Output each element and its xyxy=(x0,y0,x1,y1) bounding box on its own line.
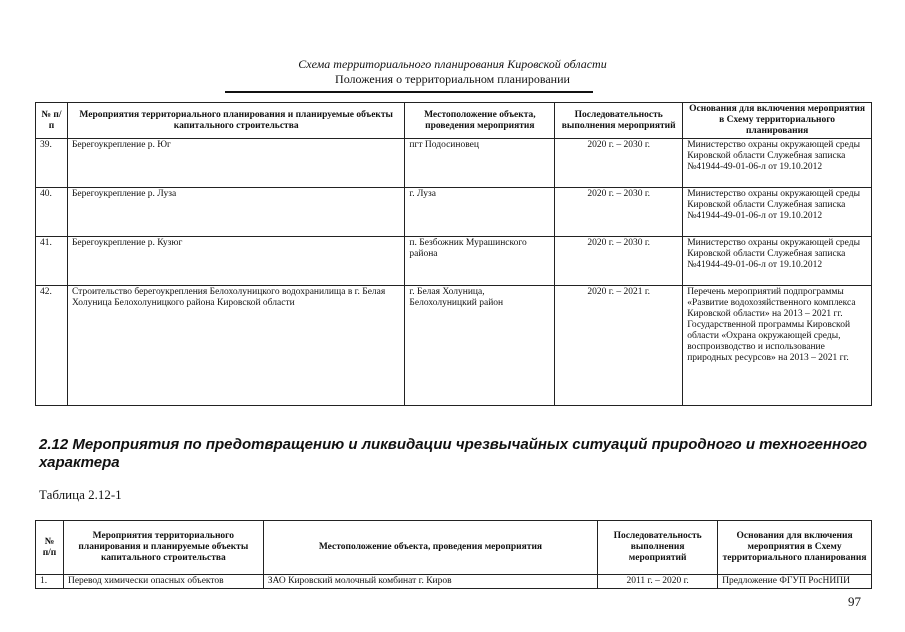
table-caption: Таблица 2.12-1 xyxy=(39,487,122,502)
header-cell-sequence: Последовательность выполнения мероприятий xyxy=(555,103,683,139)
cell-basis: Перечень мероприятий подпрограммы «Развитие водохозяйственного комплекса Кировской области» на 2013 – 2021 гг. Государственной программы Кировской области «Охрана окружающей среды, воспроизводство и использование природных ресурсов» на 2013 – 2021 гг. xyxy=(683,286,872,406)
measures-table-1 xyxy=(35,102,872,406)
page-number: 97 xyxy=(848,594,861,609)
table-row xyxy=(36,575,872,589)
cell-location: ЗАО Кировский молочный комбинат г. Киров xyxy=(263,575,597,589)
cell-num: 39. xyxy=(36,139,68,188)
cell-location: пгт Подосиновец xyxy=(405,139,555,188)
header-cell-measures: Мероприятия территориального планирования и планируемые объекты капитального строительства xyxy=(67,103,404,139)
header-divider xyxy=(225,91,593,93)
header-cell-sequence: Последовательность выполнения мероприятий xyxy=(598,521,718,575)
section-heading: 2.12 Мероприятия по предотвращению и ликвидации чрезвычайных ситуаций природного и техногенного характера xyxy=(39,436,868,471)
document-header-subtitle: Положения о территориальном планировании xyxy=(335,72,570,86)
cell-name: Берегоукрепление р. Луза xyxy=(67,188,404,237)
table-header-row xyxy=(36,103,872,139)
header-cell-basis: Основания для включения мероприятия в Схему территориального планирования xyxy=(683,103,872,139)
table-row xyxy=(36,188,872,237)
header-cell-basis: Основания для включения мероприятия в Схему территориального планирования xyxy=(718,521,872,575)
cell-location: п. Безбожник Мурашинского района xyxy=(405,237,555,286)
cell-num: 41. xyxy=(36,237,68,286)
cell-num: 1. xyxy=(36,575,64,589)
table-row xyxy=(36,286,872,406)
cell-basis: Министерство охраны окружающей среды Кировской области Служебная записка №41944-49-01-06-л от 19.10.2012 xyxy=(683,237,872,286)
cell-name: Берегоукрепление р. Кузюг xyxy=(67,237,404,286)
cell-basis: Министерство охраны окружающей среды Кировской области Служебная записка №41944-49-01-06-л от 19.10.2012 xyxy=(683,139,872,188)
measures-table-2 xyxy=(35,520,872,589)
cell-basis: Предложение ФГУП РосНИПИ xyxy=(718,575,872,589)
header-cell-measures: Мероприятия территориального планирования и планируемые объекты капитального строительства xyxy=(63,521,263,575)
cell-name: Перевод химически опасных объектов xyxy=(63,575,263,589)
header-cell-num: № п/п xyxy=(36,103,68,139)
cell-name: Берегоукрепление р. Юг xyxy=(67,139,404,188)
header-cell-num: № п/п xyxy=(36,521,64,575)
cell-period: 2020 г. – 2030 г. xyxy=(555,188,683,237)
cell-num: 42. xyxy=(36,286,68,406)
header-cell-location: Местоположение объекта, проведения мероприятия xyxy=(263,521,597,575)
cell-location: г. Белая Холуница, Белохолуницкий район xyxy=(405,286,555,406)
cell-period: 2020 г. – 2030 г. xyxy=(555,139,683,188)
cell-period: 2020 г. – 2021 г. xyxy=(555,286,683,406)
cell-basis: Министерство охраны окружающей среды Кировской области Служебная записка №41944-49-01-06-л от 19.10.2012 xyxy=(683,188,872,237)
header-cell-location: Местоположение объекта, проведения мероприятия xyxy=(405,103,555,139)
cell-period: 2011 г. – 2020 г. xyxy=(598,575,718,589)
document-header-title: Схема территориального планирования Кировской области xyxy=(298,57,607,71)
cell-period: 2020 г. – 2030 г. xyxy=(555,237,683,286)
table-row xyxy=(36,139,872,188)
table-row xyxy=(36,237,872,286)
cell-num: 40. xyxy=(36,188,68,237)
cell-name: Строительство берегоукрепления Белохолуницкого водохранилища в г. Белая Холуница Белохолуницкого района Кировской области xyxy=(67,286,404,406)
cell-location: г. Луза xyxy=(405,188,555,237)
table-header-row xyxy=(36,521,872,575)
